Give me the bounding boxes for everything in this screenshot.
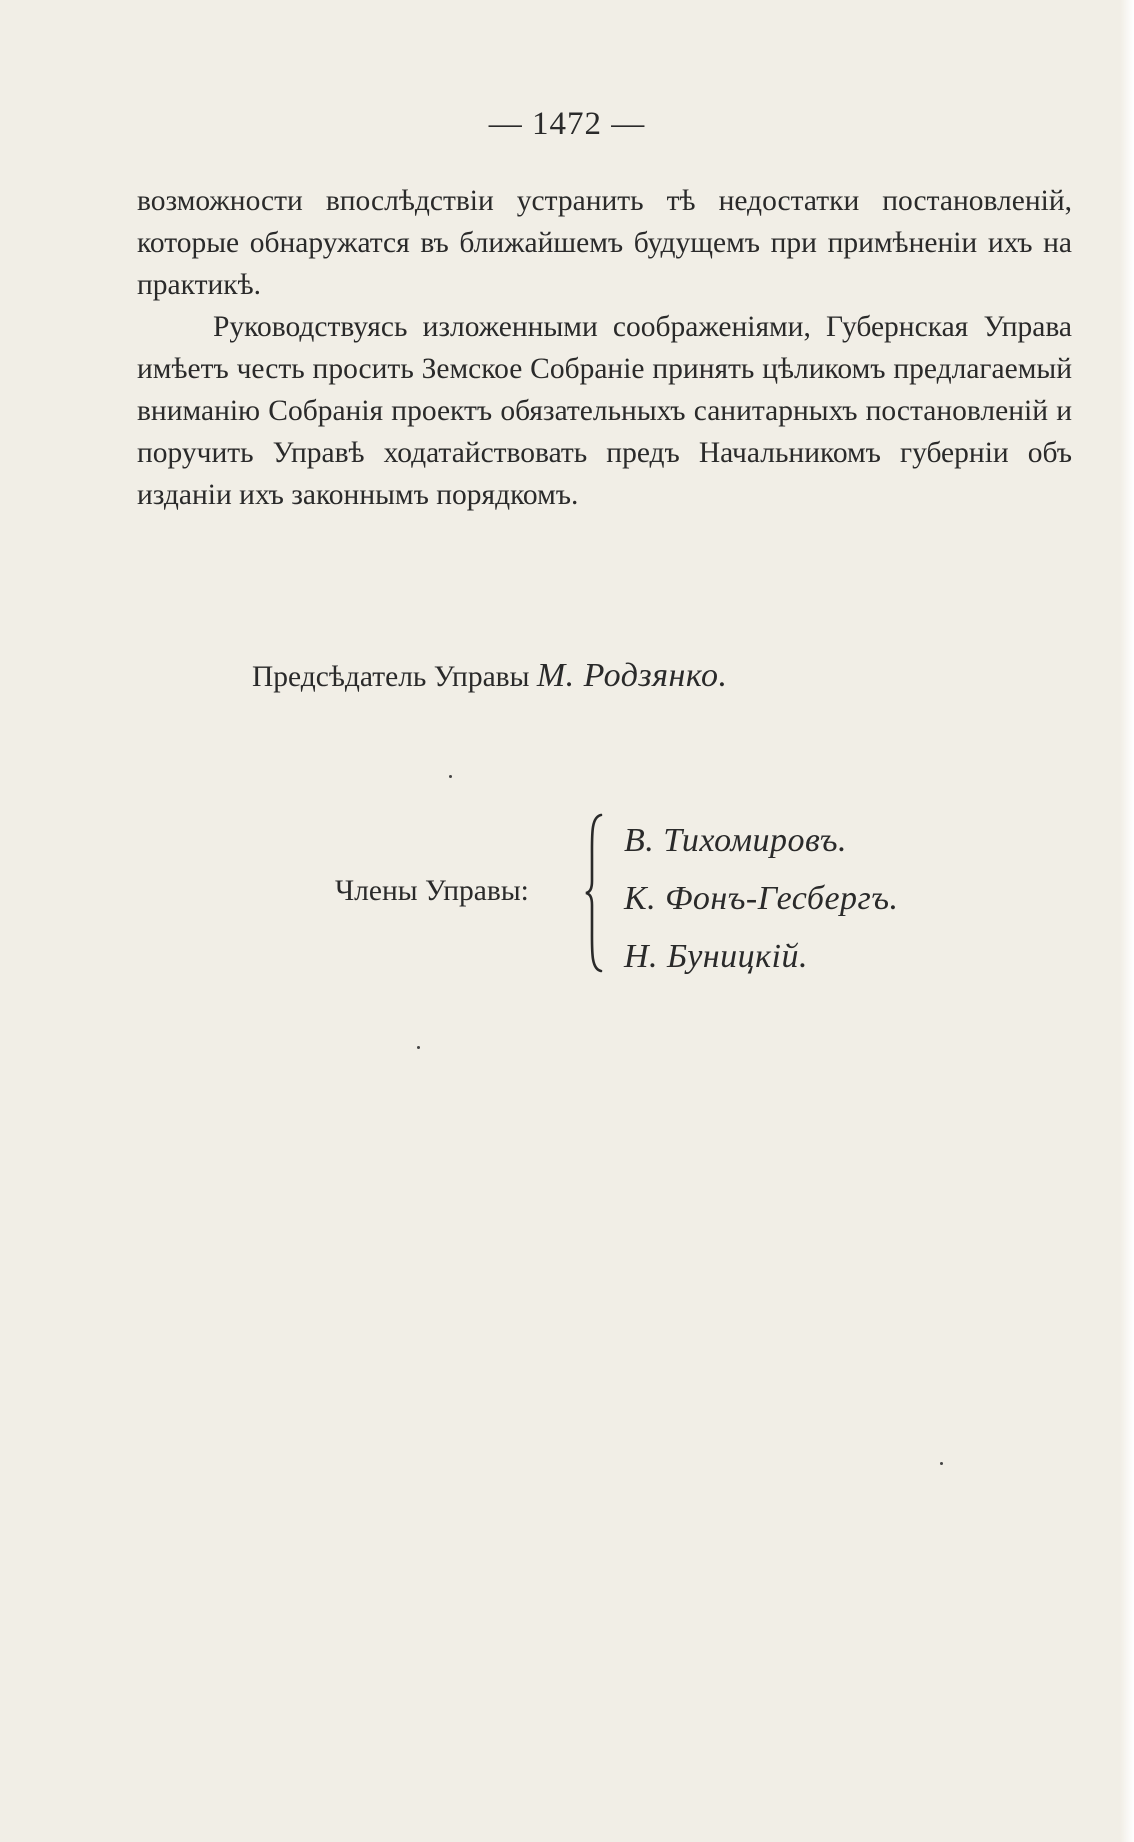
- chairman-signature-line: [252, 657, 727, 695]
- member-signature: В. Тихомировъ.: [624, 822, 847, 859]
- ink-speck: [417, 1046, 420, 1049]
- body-text: [137, 180, 1072, 516]
- chairman-name: М. Родзянко.: [536, 657, 728, 694]
- ink-speck: [449, 775, 452, 778]
- page-number: — 1472 —: [488, 106, 646, 142]
- ink-speck: [940, 1462, 943, 1465]
- curly-brace-icon: [585, 813, 605, 973]
- paragraph-1: возможности впослѣдствіи устранить тѣ недостатки постановленій, которые обнаружатся въ ближайшемъ будущемъ при примѣненіи ихъ на практикѣ.: [137, 185, 1072, 301]
- paragraph-2: Руководствуясь изложенными соображеніями, Губернская Управа имѣетъ честь просить Земское Собраніе принять цѣликомъ предлагаемый вниманію Собранія проектъ обязательныхъ санитарныхъ постановленій и поручить Управѣ ходатайствовать предъ Начальникомъ губерніи объ изданіи ихъ законнымъ порядкомъ.: [137, 311, 1072, 511]
- members-list: [624, 812, 898, 986]
- chairman-title: Предсѣдатель Управы: [252, 661, 530, 693]
- member-signature: Н. Буницкій.: [624, 938, 809, 975]
- members-title: Члены Управы:: [335, 875, 529, 907]
- member-signature: К. Фонъ-Гесбергъ.: [624, 880, 899, 917]
- page-edge: [1120, 0, 1134, 1842]
